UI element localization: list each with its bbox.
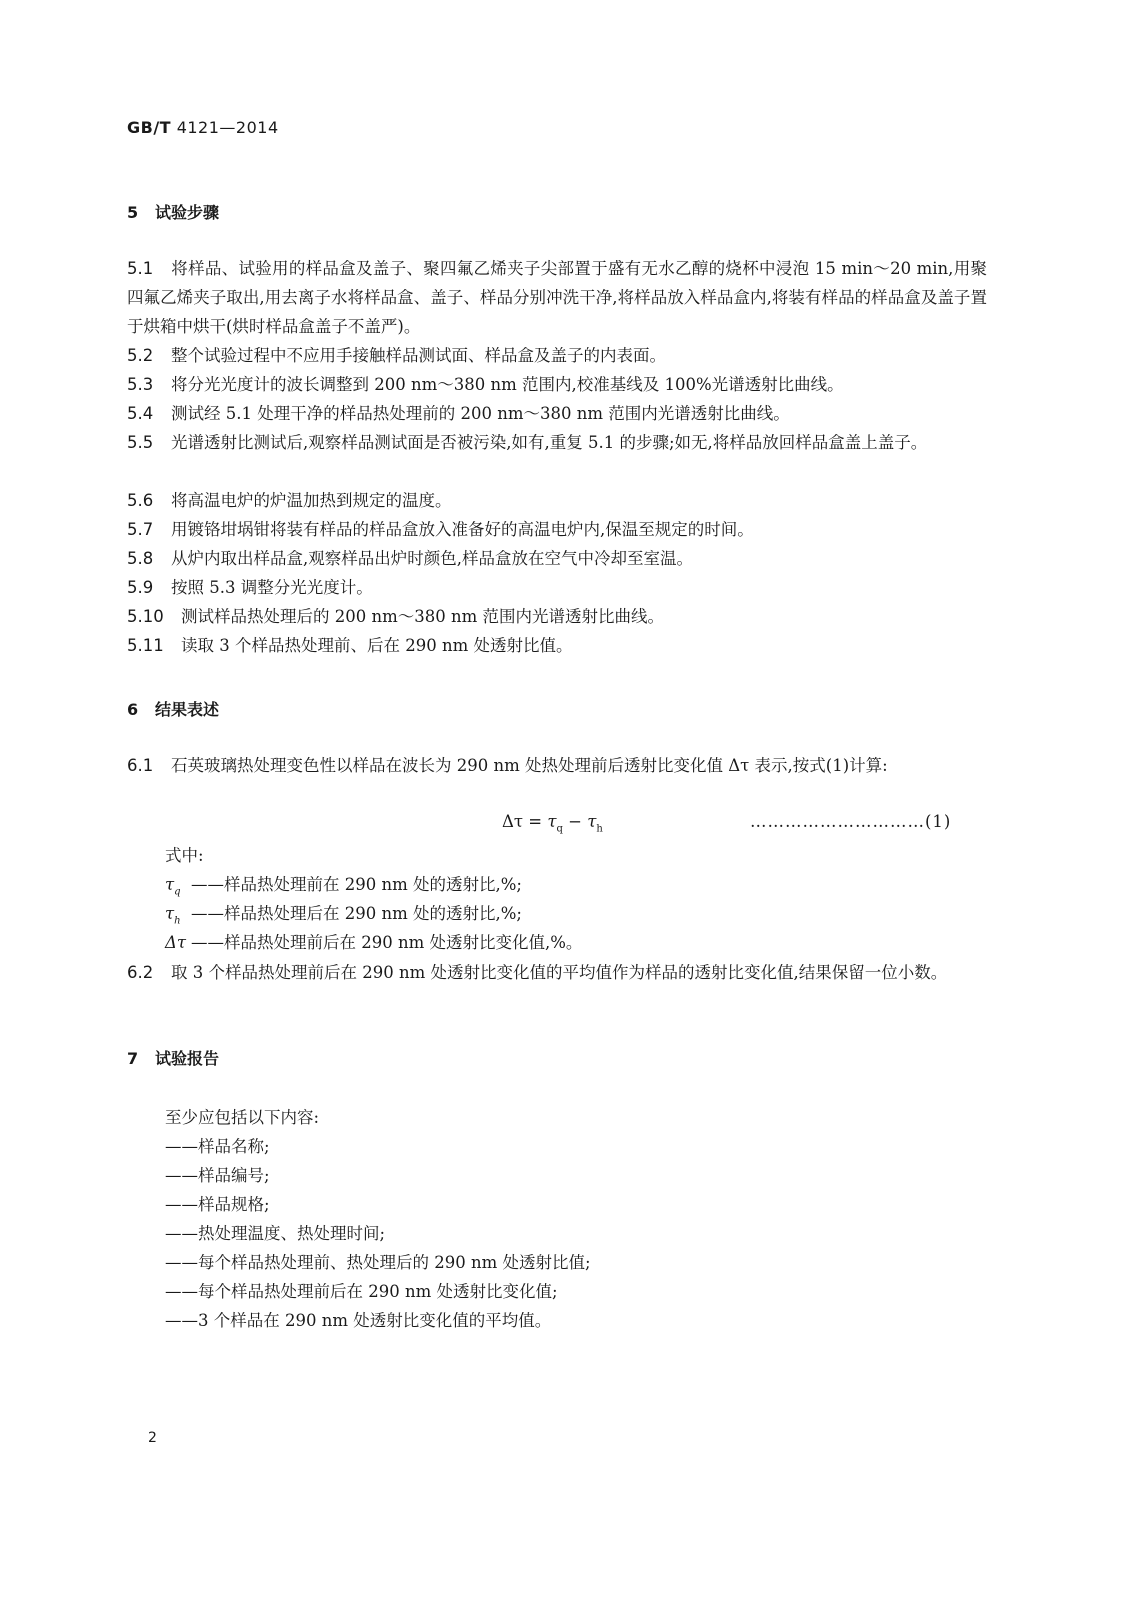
report-intro: 至少应包括以下内容: [165,1108,320,1127]
list-item: ——样品规格; [165,1195,270,1214]
where-item: Δτ ——样品热处理前后在 290 nm 处透射比变化值,%。 [165,933,583,952]
list-item: ——每个样品热处理前后在 290 nm 处透射比变化值; [165,1282,558,1301]
clause-6-1: 6.1 石英玻璃热处理变色性以样品在波长为 290 nm 处热处理前后透射比变化值 Δτ 表示,按式(1)计算: [127,756,888,775]
section-7-title: 7 试验报告 [127,1049,220,1068]
clause-5-6: 5.6 将高温电炉的炉温加热到规定的温度。 [127,491,452,510]
standard-code: GB/T 4121—2014 [127,118,279,137]
clause-5-8: 5.8 从炉内取出样品盒,观察样品出炉时颜色,样品盒放在空气中冷却至室温。 [127,549,693,568]
clause-6-2: 6.2 取 3 个样品热处理前后在 290 nm 处透射比变化值的平均值作为样品的透射比变化值,结果保留一位小数。 [127,963,948,982]
clause-5-1: 5.1 将样品、试验用的样品盒及盖子、聚四氟乙烯夹子尖部置于盛有无水乙醇的烧杯中浸泡 15 min～20 min,用聚四氟乙烯夹子取出,用去离子水将样品盒、盖子、样品分别冲洗干净,将样品放入样品盒内,将装有样品的样品盒及盖子置于烘箱中烘干(烘时样品盒盖子不盖严)。 [127,259,987,336]
list-item: ——样品编号; [165,1166,270,1185]
clause-5-3: 5.3 将分光光度计的波长调整到 200 nm～380 nm 范围内,校准基线及 100%光谱透射比曲线。 [127,375,844,394]
clause-5-7: 5.7 用镀铬坩埚钳将装有样品的样品盒放入准备好的高温电炉内,保温至规定的时间。 [127,520,754,539]
section-6-title: 6 结果表述 [127,700,220,719]
clause-5-10: 5.10 测试样品热处理后的 200 nm～380 nm 范围内光谱透射比曲线。 [127,607,665,626]
clause-5-5: 5.5 光谱透射比测试后,观察样品测试面是否被污染,如有,重复 5.1 的步骤;如无,将样品放回样品盒盖上盖子。 [127,433,928,452]
formula-1: $\Delta\tau = \tau_q - \tau_h$ [502,812,603,835]
where-item: $\tau_q$ ——样品热处理前在 290 nm 处的透射比,%; [165,875,522,898]
page-number: 2 [148,1430,157,1446]
list-item: ——热处理温度、热处理时间; [165,1224,386,1243]
clause-5-9: 5.9 按照 5.3 调整分光光度计。 [127,578,373,597]
formula-number: …………………………(1) [750,812,952,831]
list-item: ——每个样品热处理前、热处理后的 290 nm 处透射比值; [165,1253,591,1272]
clause-5-4: 5.4 测试经 5.1 处理干净的样品热处理前的 200 nm～380 nm 范围内光谱透射比曲线。 [127,404,790,423]
where-item: $\tau_h$ ——样品热处理后在 290 nm 处的透射比,%; [165,904,522,927]
where-intro: 式中: [165,846,204,865]
clause-5-2: 5.2 整个试验过程中不应用手接触样品测试面、样品盒及盖子的内表面。 [127,346,666,365]
list-item: ——样品名称; [165,1137,270,1156]
list-item: ——3 个样品在 290 nm 处透射比变化值的平均值。 [165,1311,552,1330]
section-5-title: 5 试验步骤 [127,203,220,222]
clause-5-11: 5.11 读取 3 个样品热处理前、后在 290 nm 处透射比值。 [127,636,573,655]
